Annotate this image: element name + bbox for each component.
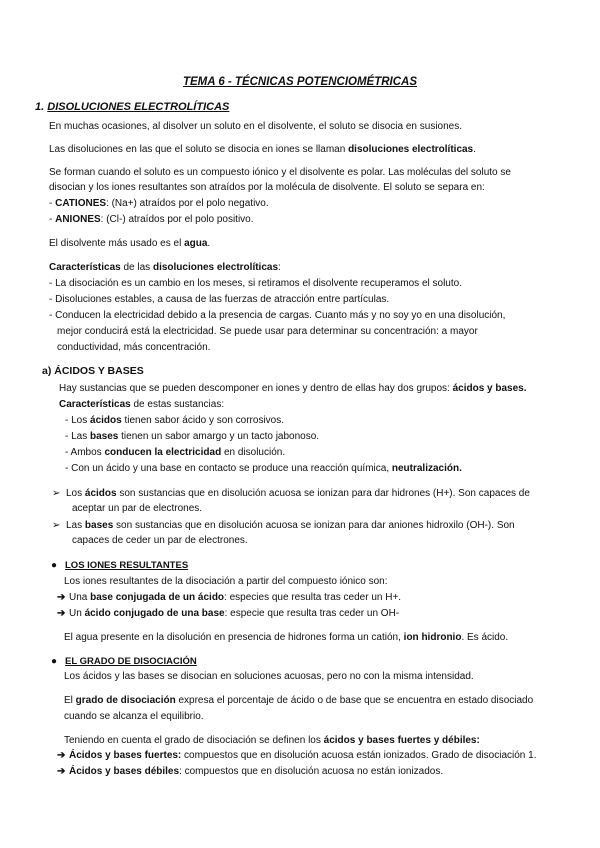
paragraph: En muchas ocasiones, al disolver un soluto en el disolvente, el soluto se disocia en susiones. [49,121,463,132]
text: : compuestos que en disolución acuosa no están ionizados. [179,766,444,777]
text: compuestos que en disolución acuosa están ionizados. Grado de disociación 1. [181,750,537,761]
text: : especie que resulta tras ceder un OH- [224,608,400,619]
bold-term: bases [84,520,114,531]
paragraph [64,631,508,644]
bullet-icon: ● [51,656,58,667]
text: : (Cl-) atraídos por el polo positivo. [100,214,254,225]
dash: - [49,214,56,225]
paragraph: Los iones resultantes de la disociación a partir del compuesto iónico son: [64,576,388,587]
bullet-heading [51,559,188,572]
bold-term: base conjugada de un ácido [90,592,225,603]
right-arrow-icon: ➔ [57,750,66,761]
text: - Los [65,415,91,426]
list-item [49,197,269,210]
text: : (Na+) atraídos por el polo negativo. [106,198,269,209]
text: . Es ácido. [461,632,509,643]
arrow-item-continuation: capaces de ceder un par de electrones. [72,535,248,546]
text: de las [120,262,153,273]
paragraph [49,237,210,250]
page-title: TEMA 6 - TÉCNICAS POTENCIOMÉTRICAS [182,76,418,88]
list-item: - La disociación es un cambio en los meses, si retiramos el disolvente recuperamos el soluto. [49,278,462,289]
arrow-item-continuation: aceptar un par de electrones. [72,503,203,514]
paragraph: Los ácidos y las bases se disocian en soluciones acuosas, pero no con la misma intensidad. [64,671,474,682]
paragraph [64,734,480,747]
list-item [65,414,284,427]
right-arrow-icon: ➔ [57,766,66,777]
text: El disolvente más usado es el [49,238,185,249]
list-item-continuation: conductividad, más concentración. [57,342,211,353]
bold-term: bases [90,431,119,442]
bold-term: Características [49,262,121,273]
list-item: - Conducen la electricidad debido a la presencia de cargas. Cuanto más y no soy yo en una disolución, [49,310,506,321]
list-item: - Disoluciones estables, a causa de las fuerzas de atracción entre partículas. [49,294,390,305]
bold-term: ion hidronio [403,632,462,643]
text: Teniendo en cuenta el grado de disociación se definen los [64,735,324,746]
right-arrow-icon: ➔ [57,592,66,603]
arrow-item [57,765,443,778]
right-arrow-icon: ➔ [57,608,66,619]
text: tienen un sabor amargo y un tacto jabonoso. [118,431,320,442]
bold-term: grado de disociación [75,695,176,706]
text: El [64,695,76,706]
bold-term: ANIONES [55,214,101,225]
arrow-item [57,749,537,762]
bold-term: ácidos [90,415,122,426]
paragraph [64,694,533,707]
text: son sustancias que en disolución acuosa se ionizan para dar hidrones (H+). Son capaces de [116,488,530,499]
arrow-item [57,607,399,620]
bold-term: disoluciones electrolíticas [348,144,474,155]
text: Las disoluciones en las que el soluto se disocia en iones se llaman [49,144,349,155]
subsection-heading: a) ÁCIDOS Y BASES [42,365,144,377]
bold-term: ácidos y bases. [452,383,527,394]
bold-term: ácidos y bases fuertes y débiles: [323,735,480,746]
text: . [207,238,211,249]
text: Un [69,608,85,619]
text: . [473,144,476,155]
text: - Las [65,431,91,442]
text: - Ambos [65,447,105,458]
text: Una [69,592,91,603]
text: son sustancias que en disolución acuosa se ionizan para dar aniones hidroxilo (OH-). Son [113,520,515,531]
text: tienen sabor ácido y son corrosivos. [121,415,285,426]
bold-term: ácidos [84,488,117,499]
bold-term: disoluciones electrolíticas [152,262,279,273]
paragraph [59,398,224,411]
section-heading-text: DISOLUCIONES ELECTROLÍTICAS [47,101,230,113]
text: de estas sustancias: [130,399,225,410]
dash: - [49,198,56,209]
paragraph-line: disocian y los iones resultantes son atraídos por la molécula de disolvente. El soluto se separa en: [49,182,485,193]
text: expresa el porcentaje de ácido o de base que se encuentra en estado disociado [175,695,534,706]
arrow-item [52,487,530,500]
arrowhead-bullet-icon: ➢ [52,488,61,499]
bold-term: agua [184,238,208,249]
bullet-heading [51,655,197,668]
arrowhead-bullet-icon: ➢ [52,520,61,531]
text: Los [66,488,85,499]
list-item [65,446,285,459]
arrow-item [57,591,401,604]
text: : [278,262,281,273]
bullet-heading-text: EL GRADO DE DISOCIACIÓN [65,656,197,667]
list-item-continuation: mejor conducirá está la electricidad. Se puede usar para determinar su concentración: a mayor [57,326,478,337]
bold-term: conducen la electricidad [104,447,222,458]
bold-term: ácido conjugado de una base [84,608,225,619]
paragraph [49,261,281,274]
list-item [65,430,319,443]
bold-term: neutralización. [391,463,462,474]
arrow-item [52,519,515,532]
paragraph-line: cuando se alcanza el equilibrio. [64,711,204,722]
bold-term: Ácidos y bases débiles [69,766,180,777]
bold-term: Ácidos y bases fuertes: [69,750,182,761]
paragraph [49,143,476,156]
section-number: 1. [35,101,45,113]
text: Las [66,520,85,531]
text: - Con un ácido y una base en contacto se produce una reacción química, [65,463,392,474]
text: El agua presente en la disolución en presencia de hidrones forma un catión, [64,632,404,643]
bullet-icon: ● [51,560,58,571]
paragraph-line: Se forman cuando el soluto es un compuesto iónico y el disolvente es polar. Las moléculas del soluto se [49,167,511,178]
list-item [65,462,462,475]
bold-term: CATIONES [55,198,107,209]
text: : especies que resulta tras ceder un H+. [224,592,402,603]
bullet-heading-text: LOS IONES RESULTANTES [65,560,189,571]
text: Hay sustancias que se pueden descomponer en iones y dentro de ellas hay dos grupos: [59,383,453,394]
paragraph [59,382,527,395]
section-heading [35,101,229,114]
bold-term: Características [59,399,131,410]
text: en disolución. [221,447,286,458]
list-item [49,213,254,226]
